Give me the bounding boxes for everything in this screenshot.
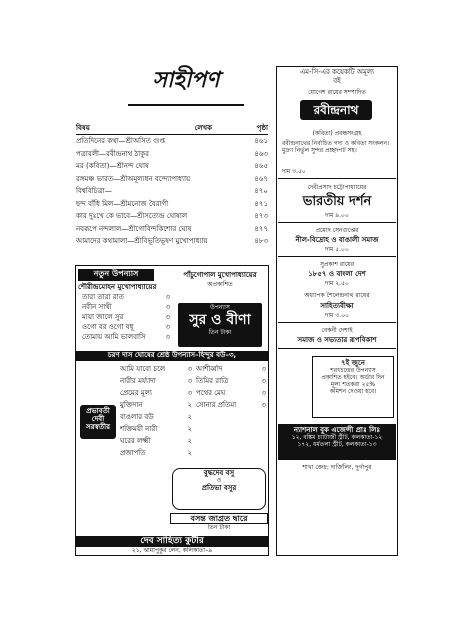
notice-line4: মূল্য শতকরা ২৫% [330,381,376,388]
rabindra-desc: রবীন্দ্রনাথের নির্বাচিত গদ্য ও কবিতা সংকলন। মুদ্রণ নির্ভুল সুন্দর প্রচ্ছদপট সহ। [282,140,390,154]
logo-text: সাহীপণ [152,68,220,93]
toc-row-title: পত্রাবলী—রবীন্দ্রনাথ ঠাকুর [76,149,149,158]
sahitya-title: সাহিত্যবীক্ষা [320,302,354,310]
publisher-block [278,424,396,460]
sahitya-price: দাম ৩.০০ [325,312,349,319]
rabindra-title: রবীন্দ্রনাথ [300,100,372,120]
buddha-line2: ও [216,477,222,484]
sur-o-bina-box [178,303,262,347]
list-a-row-value: ২ [187,449,192,457]
list-a-row-value: ২ [187,437,192,445]
author-heading: শৌরীন্দ্রমোহন মুখোপাধ্যায়ের [78,283,157,291]
masthead-logo [128,66,244,106]
toc-row [76,212,268,220]
novel-title: সুর ও বীণা [189,312,251,328]
list-a-row-value: ৩ [187,365,192,373]
publisher: দেব সাহিত্য কুটীর [76,536,268,547]
book-row-value: ৩ [165,313,170,321]
list-b-row [196,389,266,397]
toc-row-value: ৪৭৩ [254,212,268,220]
toc-row-title: প্রতিদিনের কথা—শ্রীঅসিত গুপ্ত [76,137,166,145]
vasanta-title: বসন্ত জাগ্রত দ্বারে [170,513,268,524]
list-a-row-value: ২ [187,425,192,433]
notice-box [312,356,394,418]
sahitya-author: অধ্যাপক শৈলেন্দ্রনাথ রায়ের [304,292,370,299]
toc-row [76,237,268,245]
book-row [82,323,170,331]
list-a-row-title: প্রজাপতি [120,449,146,457]
nil-author: প্রমোদ সেনগুপ্তের [315,227,359,234]
list-a-row-title: শক্তিময়ী নারী [120,425,158,433]
bharatiya-author: দেবীপ্রসাদ চট্টোপাধ্যায়ের [307,184,367,191]
list-a-row-value: ৩ [187,389,192,397]
right-sub: অপ্রকাশিত [207,281,233,288]
list-a-row [120,413,192,421]
header-page: পৃষ্ঠা [256,124,268,132]
toc-row [76,162,268,170]
pub-name: ন্যাশনাল বুক এজেন্সী প্রাঃ লিঃ [293,426,381,434]
pub-addr1: ১২, বঙ্কিম চ্যাটার্জী স্ট্রীট, কলকাতা-১২ [291,434,383,441]
sattar-author: সুপ্রকাশ রায়ের [319,261,355,268]
list-a-row-title: বাঙলার বউ [120,413,154,421]
list-a-row-value: ২ [187,413,192,421]
list-a-row-title: নারীর মর্য্যাদা [120,377,156,385]
book-row-title: মায়া জালে সুর [82,313,124,321]
toc-row [76,175,268,183]
list-a-row-title: আমি যাবো চলে [120,365,166,373]
list-a-row [120,389,192,397]
list-a-row-title: প্রেমের মূল্য [120,389,152,397]
book-row [82,293,170,301]
samaj-author: বেকনী দেশাই [321,327,353,334]
rabindra-price: দাম ৩.৫০ [282,168,306,175]
toc-row-value: ৪৬৩ [254,149,268,158]
book-row-value: ৩ [165,333,170,341]
toc-row [76,137,268,145]
list-b-row [196,377,266,385]
book-row [82,333,170,341]
list-b-row [196,401,266,409]
header-author: লেখক [194,124,213,132]
list-b-row-value: ৩ [261,401,266,409]
contents-header [76,124,268,132]
pub-addr2: ১৭২, ধর্মতলা স্ট্রীট, কলকাতা-১৩ [297,441,377,448]
list-a-row [120,377,192,385]
toc-row-title: নবরূপে নন্দলাল—শ্রীগোবিন্দকিশোর ঘোষ [76,224,192,233]
list-a-row [120,365,192,373]
sattar-title: ১৮৫৭ ও বাংলা দেশ [308,270,366,278]
right-top-bar2: বই [333,77,341,85]
book-row-title: তারা তারা রাত [82,293,124,301]
list-a-row-value: ২ [187,401,192,409]
notice-line3: প্রকাশিত হইবে। অর্ডার দিন [321,374,385,381]
toc-row-title: কার দুঃখে কে ভাবে—শ্রীসত্যেন্দ্র ঘোষাল [76,212,188,220]
toc-row-value: ৪৮৩ [254,237,268,245]
toc-row-title: বিশ্ববিচিত্রা— [76,187,112,195]
novel-label: উপন্যাস [210,304,230,311]
toc-row-value: ৪৭৭ [254,224,268,233]
bharatiya-price: দাম ৯.০০ [325,212,349,219]
list-b-row-title: সোনার প্রতিমা [196,401,237,409]
list-b-row-title: আশীর্ব্বাদ [196,365,223,373]
book-row-value: ৩ [165,293,170,301]
toc-row-value: ৪৬৭ [254,174,268,183]
book-row [82,313,170,321]
list-a-row [120,437,192,445]
list-a-row-title: মুক্তিদান [120,401,143,409]
toc-row [76,150,268,158]
toc-row-value: ৪৬১ [254,137,268,145]
new-novels-banner: নতুন উপন্যাস [78,269,154,281]
novel-price: তিন টাকা [208,329,232,336]
list-b-row-title: পথের মেঘ [196,389,226,397]
list-a-row [120,425,192,433]
book-row-title: তোমায় আমি ভালবাসি [82,333,146,341]
rabindra-sub: (কবিতা) প্রবন্ধসংগ্রহ [312,130,362,137]
toc-row-value: ৪৭১ [254,199,268,208]
list-a-row-value: ৩ [187,377,192,385]
hindu-banner: চরণ দাস ঘোষের শ্রেষ্ঠ উপন্যাস–হিন্দুর বউ–৩, [76,351,268,361]
toc-row [76,225,268,233]
list-a-row [120,401,192,409]
contents-table [76,124,268,252]
notice-line5: কমিশন দেওয়া হবে। [329,388,377,395]
prabhabati-label: প্রভাবতী দেবী সরস্বতীর [80,405,116,439]
list-b-row [196,365,266,373]
list-b-row-value: ৩ [261,365,266,373]
bharatiya-title: ভারতীয় দর্শন [302,194,372,209]
toc-row-title: রঙ্গমঞ্চ ভারত—শ্রীঅমূল্যধন বন্দ্যোপাধ্যায় [76,174,191,183]
toc-row-title: মর (কবিতা)—শ্রীনন্দ ঘোষ [76,162,149,170]
book-row-title: ওগো বর ওগো বধূ [82,323,134,331]
header-subject: বিষয় [76,124,90,132]
toc-row [76,187,268,195]
nil-price: দাম ৫.০০ [325,246,349,253]
buddha-line3: প্রতিভা বসুর [201,484,237,492]
publisher-address: ২১, ঝামাপুকুর লেন, কলিকাতা–৯ [131,547,213,554]
samaj-title: সমাজ ও সভ্যতার রূপবিকাশ [297,336,377,344]
buddha-line1: বুদ্ধদেব বসু [203,469,235,477]
list-a-row [120,449,192,457]
toc-row-title: আমাদের কথামালা—শ্রীবিভূতিভূষণ মুখোপাধ্যায় [76,237,208,245]
list-b-row-value: ৩ [261,377,266,385]
toc-row-value: ৪৭০ [254,187,268,195]
toc-row [76,200,268,208]
notice-line1: ৭ই জুনে [341,359,365,367]
book-row-value: ৩ [165,303,170,311]
vasanta-price: তিন টাকা [207,524,231,531]
right-top-bar: এম-সি-এর কয়েকটি অমূল্য [299,68,375,76]
book-row-value: ৩ [165,323,170,331]
toc-row-title: ছন্দ বাঁধি মিল—শ্রীমনোজ বৈরাগী [76,199,169,208]
right-author: পাঁচুগোপাল মুখোপাধ্যায়ের [183,271,257,279]
list-a-row-title: ঘরের লক্ষ্মী [120,437,151,445]
footer-note: শাখা কেন্দ্র: দার্জিলিং, দুর্গাপুর [302,464,372,471]
nil-title: নীল-বিদ্রোহ ও বাঙালী সমাজ [295,236,379,244]
book-row [82,303,170,311]
buddha-box [172,468,266,510]
book-row-title: নবীন সাথী [82,303,112,311]
toc-row-value: ৪৬৫ [254,162,268,170]
list-b-row-value: ৩ [261,389,266,397]
edited-by: যোগেশ রায়ের সম্পাদিত [308,89,366,96]
list-b-row-title: তিমির রাত্রি [196,377,229,385]
notice-line2: শরৎচন্দ্রের উপন্যাস [330,367,376,374]
sattar-price: দাম ২.৫০ [325,280,349,287]
